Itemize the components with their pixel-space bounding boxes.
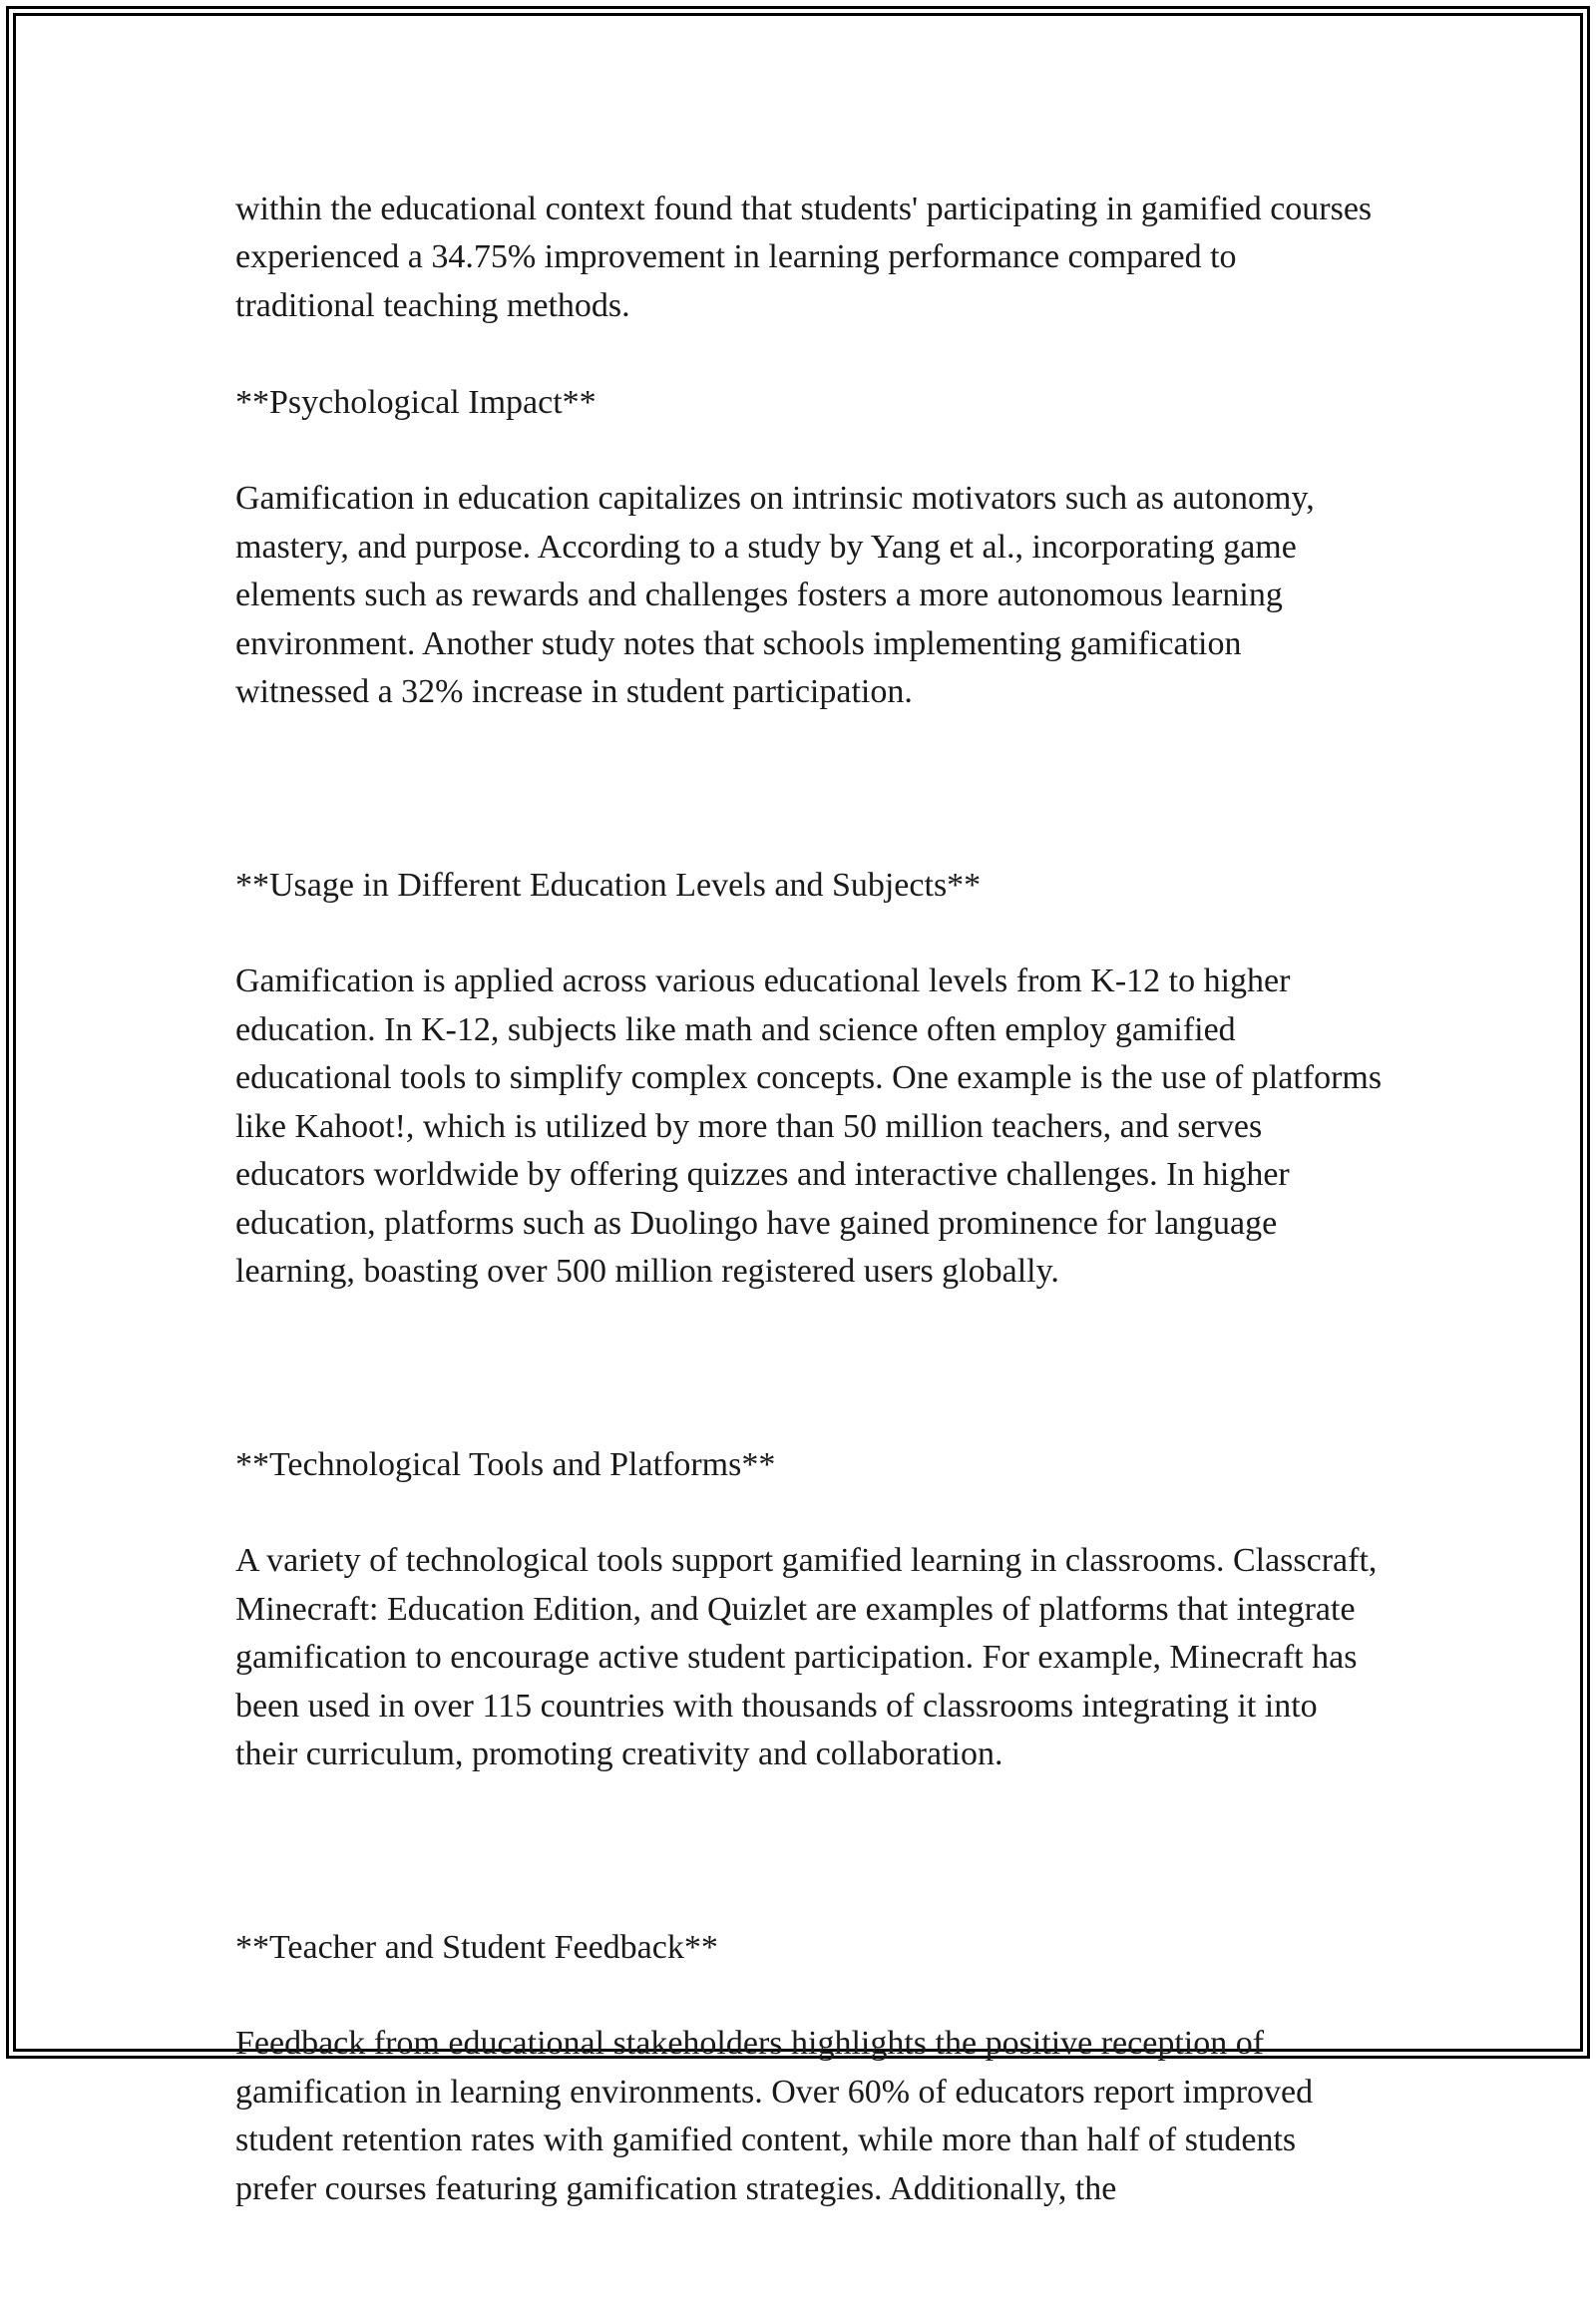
- section-heading: **Psychological Impact**: [235, 383, 597, 421]
- section-paragraph: Gamification is applied across various educational levels from K-12 to higher education. In K-12, subjects like math and science often employ gamified educational tools to simplify complex concepts. One example is the use of platforms like Kahoot!, which is utilized by more than 50 million teachers, and serves educators worldwide by offering quizzes and interactive challenges. In higher education, platforms such as Duolingo have gained prominence for language learning, boasting over 500 million registered users globally.: [235, 962, 1383, 1290]
- section-technological-tools: [235, 1392, 1383, 1827]
- section-paragraph: Gamification in education capitalizes on intrinsic motivators such as autonomy, mastery, and purpose. According to a study by Yang et al., incorporating game elements such as rewards and challenges fosters a more autonomous learning environment. Another study notes that schools implementing gamification witnessed a 32% increase in student participation.: [235, 480, 1315, 711]
- intro-paragraph: within the educational context found that students' participating in gamified courses experienced a 34.75% improvement in learning performance compared to traditional teaching methods.: [235, 191, 1373, 324]
- section-heading: **Usage in Different Education Levels and Subjects**: [235, 866, 982, 904]
- document-body: [235, 186, 1383, 2310]
- section-usage-levels-subjects: [235, 813, 1383, 1344]
- section-psychological-impact: [235, 330, 1383, 765]
- section-teacher-student-feedback: [235, 1875, 1383, 2261]
- section-heading: **Technological Tools and Platforms**: [235, 1445, 776, 1483]
- section-paragraph: A variety of technological tools support gamified learning in classrooms. Classcraft, Minecraft: Education Edition, and Quizlet are examples of platforms that integrate gamification to encourage active student participation. For example, Minecraft has been used in over 115 countries with thousands of classrooms integrating it into their curriculum, promoting creativity and collaboration.: [235, 1542, 1378, 1772]
- section-heading: **Teacher and Student Feedback**: [235, 1928, 718, 1966]
- section-paragraph: Feedback from educational stakeholders highlights the positive reception of gamification in learning environments. Over 60% of educators report improved student retention rates with gamified content, while more than half of students prefer courses featuring gamification strategies. Additionally, the: [235, 2025, 1314, 2207]
